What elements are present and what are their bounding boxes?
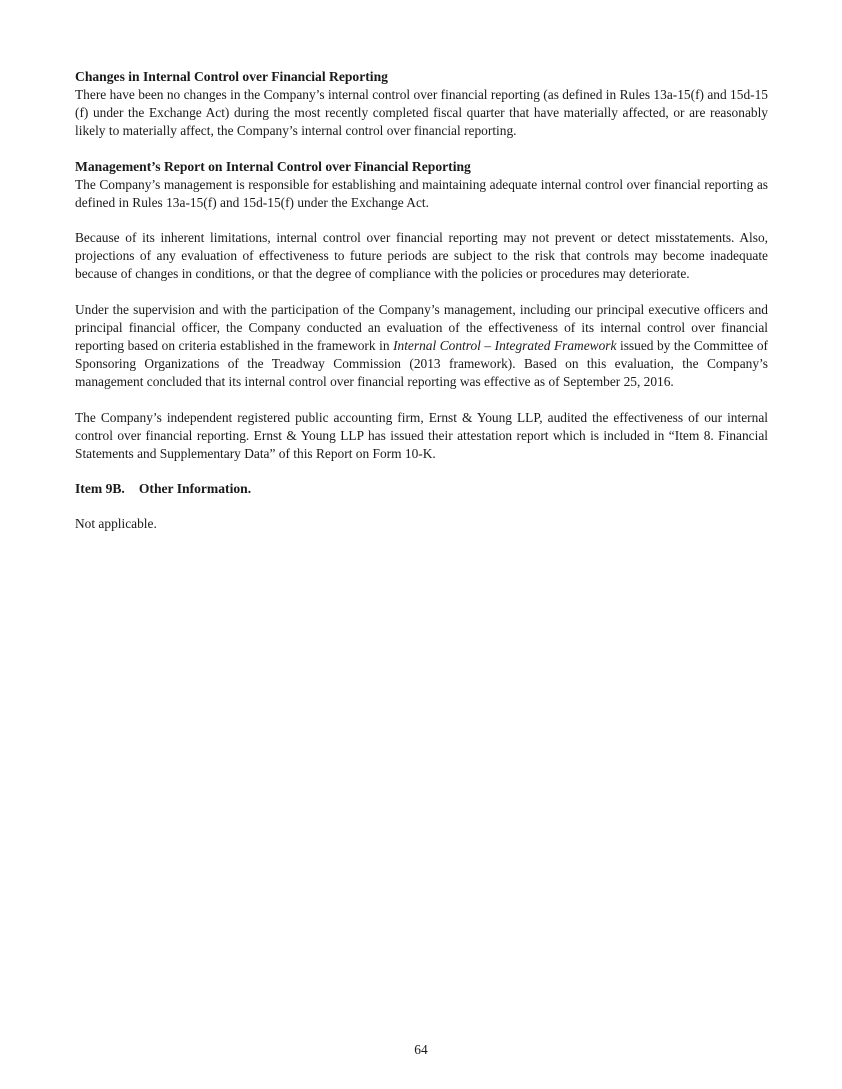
page-number: 64 [414, 1042, 428, 1057]
paragraph-block [75, 409, 768, 464]
section-changes-internal-control [75, 68, 768, 141]
section-heading: Management’s Report on Internal Control over Financial Reporting [75, 158, 471, 174]
item-heading [75, 480, 768, 498]
framework-title: Internal Control – Integrated Framework [393, 338, 617, 354]
paragraph-block [75, 301, 768, 392]
paragraph-block [75, 229, 768, 284]
paragraph-text: Under the supervision and with the participation of the Company’s management, including our principal executive officers and principal financial officer, the Company conducted an evaluation of the effectiveness of its internal control over financial reporting based on criteria established in the framework in [75, 301, 768, 354]
item-number: Item 9B. [75, 481, 125, 497]
paragraph: Because of its inherent limitations, internal control over financial reporting may not prevent or detect misstatements. Also, projections of any evaluation of effectiveness to future periods are subject to the risk that controls may become inadequate because of changes in conditions, or that the degree of compliance with the policies or procedures may deteriorate. [75, 230, 768, 282]
document-page [75, 68, 768, 533]
paragraph-text: issued by the Committee of Sponsoring Organizations of the Treadway Commission (2013 framework). Based on this evaluation, the Company’s management concluded that its internal control over financial reporting was effective as of September 25, 2016. [75, 338, 768, 390]
paragraph: The Company’s independent registered public accounting firm, Ernst & Young LLP, audited the effectiveness of our internal control over financial reporting. Ernst & Young LLP has issued their attestation report which is included in “Item 8. Financial Statements and Supplementary Data” of this Report on Form 10-K. [75, 409, 768, 462]
item-title: Other Information. [138, 481, 252, 497]
paragraph: The Company’s management is responsible for establishing and maintaining adequate internal control over financial reporting as defined in Rules 13a-15(f) and 15d-15(f) under the Exchange Act. [75, 176, 768, 210]
section-management-report [75, 158, 768, 212]
paragraph [75, 301, 768, 392]
paragraph: There have been no changes in the Company’s internal control over financial reporting (as defined in Rules 13a-15(f) and 15d-15 (f) under the Exchange Act) during the most recently completed fiscal quarter that have materially affected, or are reasonably likely to materially affect, the Company’s internal control over financial reporting. [75, 87, 768, 139]
section-heading: Changes in Internal Control over Financial Reporting [75, 69, 388, 84]
item-text: Not applicable. [75, 516, 157, 532]
